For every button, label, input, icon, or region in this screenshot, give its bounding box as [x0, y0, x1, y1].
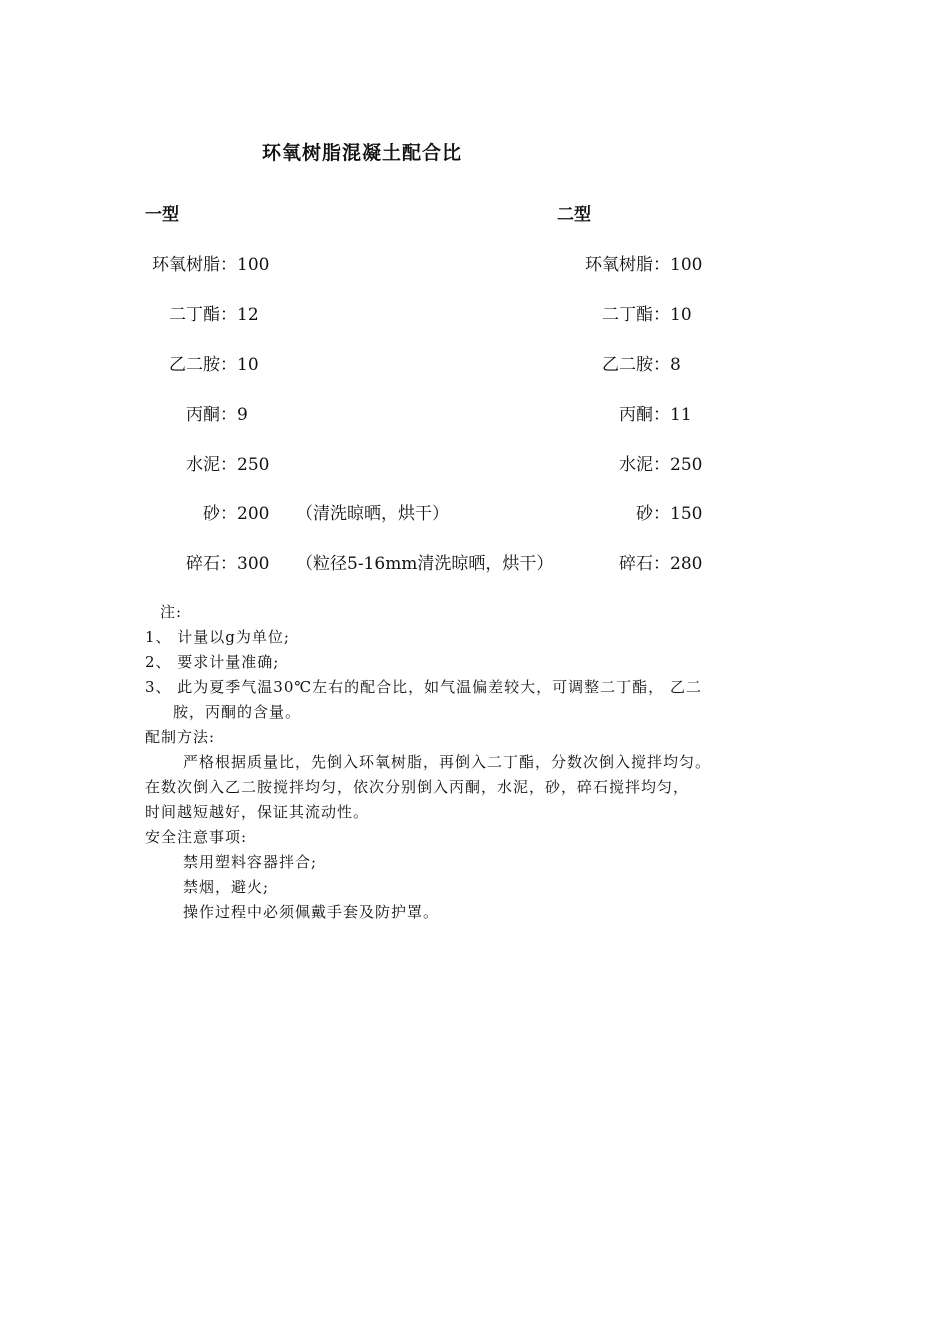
ingredient-value: 250 [670, 455, 703, 475]
ingredient-value: 100 [237, 255, 270, 275]
ingredient-label: 环氧树脂： [152, 255, 237, 275]
type1-row [145, 300, 259, 325]
type2-row [575, 250, 702, 275]
ingredient-label: 乙二胺： [169, 355, 237, 375]
ingredient-label: 水泥： [619, 455, 670, 475]
type2-row [575, 400, 692, 425]
document-title: 环氧树脂混凝土配合比 [262, 142, 463, 164]
ingredient-value: 150 [670, 504, 703, 524]
type1-row [145, 350, 259, 375]
ingredient-label: 砂： [203, 504, 237, 524]
ingredient-label: 环氧树脂： [585, 255, 670, 275]
ingredient-value: 300 [237, 554, 270, 574]
type1-row [145, 549, 269, 574]
ingredient-value: 10 [237, 355, 259, 375]
ingredient-label: 碎石： [619, 554, 670, 574]
type1-header: 一型 [145, 205, 179, 225]
type1-row [145, 250, 269, 275]
safety-line: 禁用塑料容器拌合; [183, 853, 318, 871]
safety-line: 禁烟，避火; [183, 878, 270, 896]
ingredient-value: 11 [670, 405, 692, 425]
type1-row [145, 400, 248, 425]
type2-row [575, 350, 681, 375]
type1-row [145, 499, 269, 524]
safety-line: 操作过程中必须佩戴手套及防护罩。 [183, 903, 440, 921]
ingredient-label: 乙二胺： [602, 355, 670, 375]
method-line: 时间越短越好，保证其流动性。 [145, 803, 370, 821]
ingredient-label: 丙酮： [619, 405, 670, 425]
type1-row [145, 450, 269, 475]
ingredient-value: 9 [237, 405, 248, 425]
ingredient-label: 二丁酯： [169, 305, 237, 325]
ingredient-label: 丙酮： [186, 405, 237, 425]
ingredient-value: 200 [237, 504, 270, 524]
ingredient-value: 100 [670, 255, 703, 275]
ingredient-value: 10 [670, 305, 692, 325]
note-item: 1、 计量以g为单位; [145, 628, 290, 646]
ingredient-label: 水泥： [186, 455, 237, 475]
notes-heading: 注: [160, 603, 183, 621]
ingredient-note: （粒径5-16mm清洗晾晒，烘干） [296, 554, 554, 574]
note-item-continuation: 胺，丙酮的含量。 [173, 703, 302, 721]
safety-heading: 安全注意事项: [145, 828, 248, 846]
type2-row [575, 300, 692, 325]
note-item: 3、 此为夏季气温30℃左右的配合比，如气温偏差较大，可调整二丁酯， 乙二 [145, 678, 702, 696]
ingredient-value: 280 [670, 554, 703, 574]
ingredient-note: （清洗晾晒，烘干） [296, 504, 449, 524]
method-heading: 配制方法: [145, 728, 216, 746]
ingredient-value: 12 [237, 305, 259, 325]
ingredient-label: 碎石： [186, 554, 237, 574]
method-line: 在数次倒入乙二胺搅拌均匀，依次分别倒入丙酮，水泥，砂，碎石搅拌均匀， [145, 778, 690, 796]
ingredient-label: 二丁酯： [602, 305, 670, 325]
ingredient-value: 8 [670, 355, 681, 375]
note-item: 2、 要求计量准确; [145, 653, 280, 671]
ingredient-label: 砂： [636, 504, 670, 524]
type2-header: 二型 [557, 205, 591, 225]
type2-row [575, 549, 702, 574]
ingredient-value: 250 [237, 455, 270, 475]
type2-row [575, 450, 702, 475]
method-line: 严格根据质量比，先倒入环氧树脂，再倒入二丁酯，分数次倒入搅拌均匀。 [183, 753, 712, 771]
type2-row [575, 499, 702, 524]
